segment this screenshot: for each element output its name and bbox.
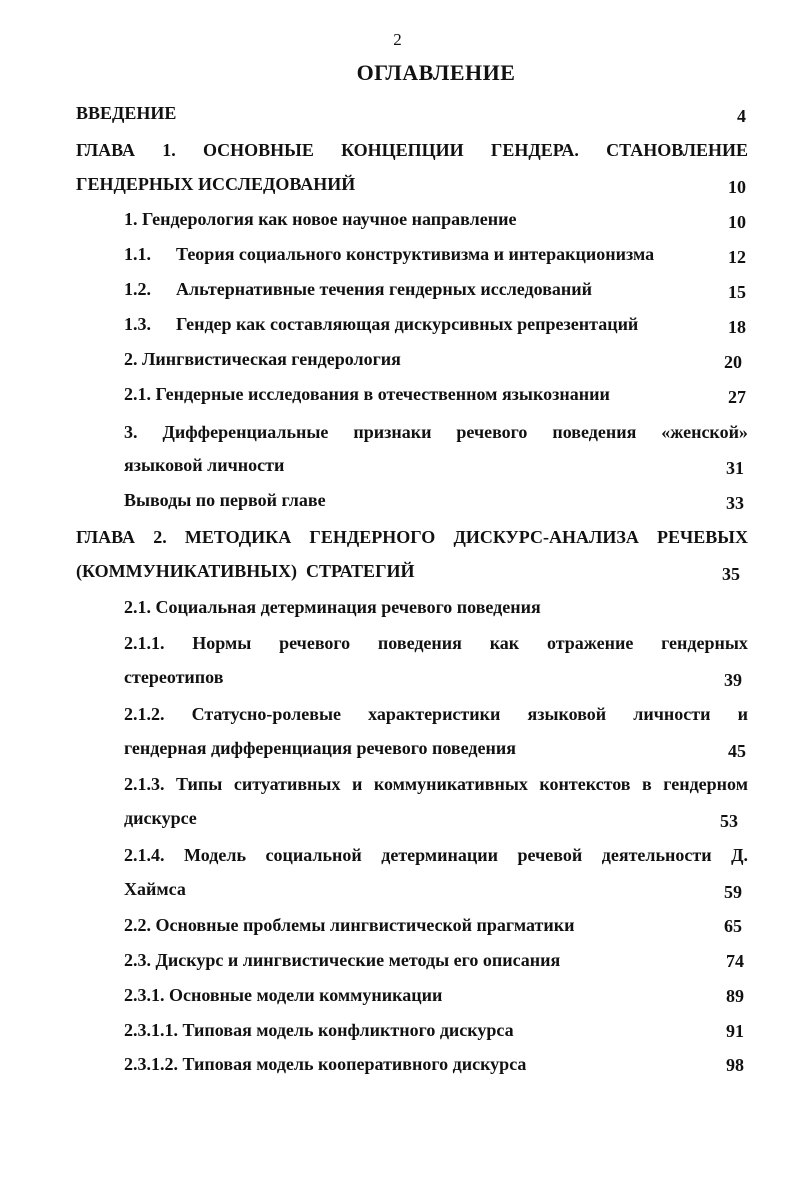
section-number: 1.3.: [124, 314, 151, 334]
toc-entry-cont: дискурсе: [124, 808, 197, 828]
word: ОСНОВНЫЕ: [202, 140, 314, 160]
page-number: 2: [393, 30, 402, 49]
word: ДИСКУРС-АНАЛИЗА: [453, 527, 639, 547]
toc-entry-cont: языковой личности: [124, 455, 285, 475]
toc-page: 35: [722, 564, 740, 584]
toc-entry: 2.3.1.1. Типовая модель конфликтного дискурса: [124, 1020, 514, 1040]
toc-entry: 2.1. Гендерные исследования в отечественном языкознании: [124, 384, 610, 404]
word: 2.1.3.: [124, 774, 165, 794]
toc-entry: 2. Лингвистическая гендерология: [124, 349, 401, 369]
toc-entry-chapter-2: [76, 525, 748, 549]
word: Типы: [176, 774, 223, 794]
word: коммуникативных: [373, 774, 528, 794]
toc-entry: 2.3.1.2. Типовая модель кооперативного дискурса: [124, 1054, 527, 1074]
toc-title: ОГЛАВЛЕНИЕ: [356, 60, 516, 85]
entry-text: Теория социального конструктивизма и интеракционизма: [176, 244, 655, 264]
toc-page: 91: [726, 1021, 744, 1041]
toc-entry: [124, 772, 748, 796]
toc-page: 15: [728, 282, 746, 302]
toc-entry: Выводы по первой главе: [124, 490, 326, 510]
word: МЕТОДИКА: [184, 527, 292, 547]
word: Дифференциальные: [162, 422, 329, 442]
word: ГЛАВА: [76, 140, 136, 160]
toc-entry: [124, 631, 748, 655]
word: ГЕНДЕРНОГО: [309, 527, 436, 547]
section-number: 1.2.: [124, 279, 151, 299]
word: 1.: [162, 140, 176, 160]
toc-page: 33: [726, 493, 744, 513]
word: деятельности: [601, 845, 712, 865]
toc-entry: 1. Гендерология как новое научное направление: [124, 209, 517, 229]
word: социальной: [265, 845, 362, 865]
word: в: [642, 774, 652, 794]
section-number: 1.1.: [124, 244, 151, 264]
toc-page: 27: [728, 387, 746, 407]
toc-entry: [124, 843, 748, 867]
word: гендерном: [663, 774, 748, 794]
word: Модель: [184, 845, 246, 865]
toc-entry-chapter-1: [76, 138, 748, 162]
toc-page: 53: [720, 811, 738, 831]
toc-page: 89: [726, 986, 744, 1006]
toc-page: 10: [728, 177, 746, 197]
toc-entry-chapter-1-cont: ГЕНДЕРНЫХ ИССЛЕДОВАНИЙ: [76, 174, 356, 194]
toc-entry: [124, 420, 748, 444]
word: речевого: [279, 633, 351, 653]
toc-entry: 2.3. Дискурс и лингвистические методы его описания: [124, 950, 561, 970]
word: 3.: [124, 422, 138, 442]
word: и: [737, 704, 748, 724]
word: контекстов: [539, 774, 631, 794]
word: детерминации: [381, 845, 499, 865]
entry-text: Гендер как составляющая дискурсивных репрезентаций: [176, 314, 639, 334]
toc-page: 59: [724, 882, 742, 902]
toc-page: 74: [726, 951, 744, 971]
toc-entry: [124, 312, 638, 336]
toc-entry-introduction: ВВЕДЕНИЕ: [76, 103, 177, 123]
word: и: [351, 774, 363, 794]
toc-entry-chapter-2-cont: (КОММУНИКАТИВНЫХ) СТРАТЕГИЙ: [76, 561, 415, 581]
toc-entry: 2.2. Основные проблемы лингвистической прагматики: [124, 915, 575, 935]
word: отражение: [546, 633, 634, 653]
word: Нормы: [192, 633, 252, 653]
word: личности: [633, 704, 711, 724]
word: речевой: [517, 845, 583, 865]
toc-page: 39: [724, 670, 742, 690]
toc-entry: [124, 242, 654, 266]
word: признаки: [353, 422, 432, 442]
word: Статусно-ролевые: [191, 704, 341, 724]
toc-page: 10: [728, 212, 746, 232]
word: РЕЧЕВЫХ: [657, 527, 748, 547]
toc-entry: [124, 702, 748, 726]
toc-page: 98: [726, 1055, 744, 1075]
toc-entry-cont: гендерная дифференциация речевого поведения: [124, 738, 516, 758]
toc-page: 65: [724, 916, 742, 936]
word: характеристики: [368, 704, 501, 724]
word: как: [489, 633, 520, 653]
toc-page: 18: [728, 317, 746, 337]
toc-entry: [124, 277, 592, 301]
toc-entry-cont: Хаймса: [124, 879, 186, 899]
toc-entry: 2.1. Социальная детерминация речевого поведения: [124, 597, 541, 617]
word: 2.1.4.: [124, 845, 165, 865]
word: поведения: [377, 633, 462, 653]
word: поведения: [552, 422, 637, 442]
word: СТАНОВЛЕНИЕ: [606, 140, 748, 160]
toc-page: 12: [728, 247, 746, 267]
word: гендерных: [661, 633, 748, 653]
word: Д.: [731, 845, 748, 865]
word: ГЕНДЕРА.: [490, 140, 579, 160]
toc-page: 20: [724, 352, 742, 372]
word: «женской»: [661, 422, 748, 442]
toc-entry-cont: стереотипов: [124, 667, 224, 687]
word: языковой: [527, 704, 607, 724]
toc-page: 4: [737, 106, 746, 126]
word: ситуативных: [233, 774, 341, 794]
word: 2.1.2.: [124, 704, 165, 724]
word: 2.1.1.: [124, 633, 165, 653]
toc-entry: 2.3.1. Основные модели коммуникации: [124, 985, 443, 1005]
toc-page: 45: [728, 741, 746, 761]
word: речевого: [456, 422, 528, 442]
word: 2.: [153, 527, 167, 547]
entry-text: Альтернативные течения гендерных исследований: [176, 279, 593, 299]
toc-page: 31: [726, 458, 744, 478]
word: КОНЦЕПЦИИ: [341, 140, 464, 160]
word: ГЛАВА: [76, 527, 136, 547]
